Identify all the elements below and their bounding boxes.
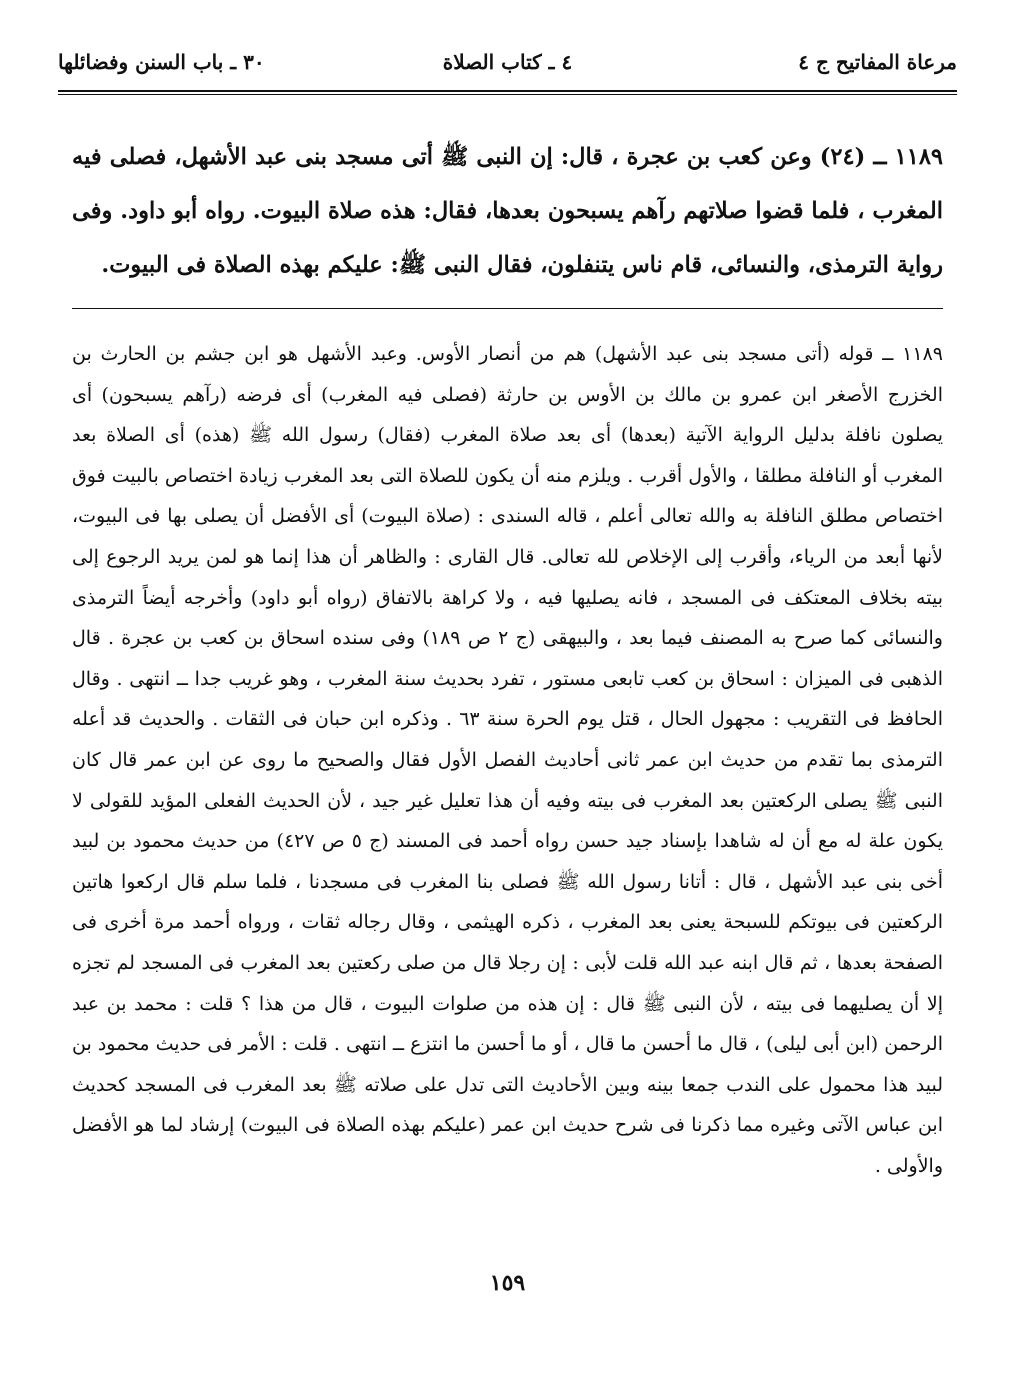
header-book-title: مرعاة المفاتيح ج ٤ xyxy=(798,50,957,74)
page-number: ١٥٩ xyxy=(489,1270,526,1296)
header-section: ٣٠ ـ باب السنن وفضائلها xyxy=(58,50,265,74)
header-rule xyxy=(58,90,957,92)
commentary-paragraph: ١١٨٩ ــ قوله (أتى مسجد بنى عبد الأشهل) هم من أنصار الأوس. وعبد الأشهل هو ابن جشم بن الحارث بن الخزرج الأصغر ابن عمرو بن مالك بن الأوس بن حارثة (فصلى فيه المغرب) أى فرضه (رآهم يسبحون) أى يصلون نافلة بدليل الرواية الآتية (بعدها) أى بعد صلاة المغرب (فقال) رسول الله ﷺ (هذه) أى الصلاة بعد المغرب أو النافلة مطلقا ، والأول أقرب . ويلزم منه أن يكون للصلاة التى بعد المغرب زيادة اختصاص بالبيت فوق اختصاص مطلق النافلة به والله تعالى أعلم ، قاله السندى : (صلاة البيوت) أى الأفضل أن يصلى بها فى البيوت، لأنها أبعد من الرياء، وأقرب إلى الإخلاص لله تعالى. قال القارى : والظاهر أن هذا إنما هو لمن يريد الرجوع إلى بيته بخلاف المعتكف فى المسجد ، فانه يصليها فيه ، ولا كراهة بالاتفاق (رواه أبو داود) وأخرجه أيضاً الترمذى والنسائى كما صرح به المصنف فيما بعد ، والبيهقى (ج ٢ ص ١٨٩) وفى سنده اسحاق بن كعب بن عجرة . قال الذهبى فى الميزان : اسحاق بن كعب تابعى مستور ، تفرد بحديث سنة المغرب ، وهو غريب جدا ــ انتهى . وقال الحافظ فى التقريب : مجهول الحال ، قتل يوم الحرة سنة ٦٣ . وذكره ابن حبان فى الثقات . والحديث قد أعله الترمذى بما تقدم من حديث ابن عمر ثانى أحاديث الفصل الأول فقال والصحيح ما روى عن ابن عمر قال كان النبى ﷺ يصلى الركعتين بعد المغرب فى بيته وفيه أن هذا تعليل غير جيد ، لأن الحديث الفعلى المؤيد للقولى لا يكون علة له مع أن له شاهدا بإسناد جيد حسن رواه أحمد فى المسند (ج ٥ ص ٤٢٧) من حديث محمود بن لبيد أخى بنى عبد الأشهل ، قال : أتانا رسول الله ﷺ فصلى بنا المغرب فى مسجدنا ، فلما سلم قال اركعوا هاتين الركعتين فى بيوتكم للسبحة يعنى بعد المغرب ، ذكره الهيثمى ، وقال رجاله ثقات ، ورواه أحمد مرة أخرى فى الصفحة بعدها ، ثم قال ابنه عبد الله قلت لأبى : إن رجلا قال من صلى ركعتين بعد المغرب فى المسجد لم تجزه إلا أن يصليهما فى بيته ، لأن النبى ﷺ قال : إن هذه من صلوات البيوت ، قال من هذا ؟ قلت : محمد بن عبد الرحمن (ابن أبى ليلى) ، قال ما أحسن ما قال ، أو ما أحسن ما انتزع ــ انتهى . قلت : الأمر فى حديث محمود بن لبيد هذا محمول على الندب جمعا بينه وبين الأحاديث التى تدل على صلاته ﷺ بعد المغرب فى المسجد كحديث ابن عباس الآتى وغيره مما ذكرنا فى شرح حديث ابن عمر (عليكم بهذه الصلاة فى البيوت) إرشاد لما هو الأفضل والأولى . xyxy=(72,343,943,1177)
header-rule-thin xyxy=(58,94,957,95)
commentary xyxy=(72,334,943,1186)
header-chapter: ٤ ـ كتاب الصلاة xyxy=(442,50,573,74)
running-header xyxy=(58,44,957,84)
hadith-text: ١١٨٩ ــ (٢٤) وعن كعب بن عجرة ، قال: إن النبى ﷺ أتى مسجد بنى عبد الأشهل، فصلى فيه المغرب ، فلما قضوا صلاتهم رآهم يسبحون بعدها، فقال: هذه صلاة البيوت. رواه أبو داود. وفى رواية الترمذى، والنسائى، قام ناس يتنفلون، فقال النبى ﷺ: عليكم بهذه الصلاة فى البيوت. xyxy=(72,144,943,278)
section-divider xyxy=(72,308,943,309)
